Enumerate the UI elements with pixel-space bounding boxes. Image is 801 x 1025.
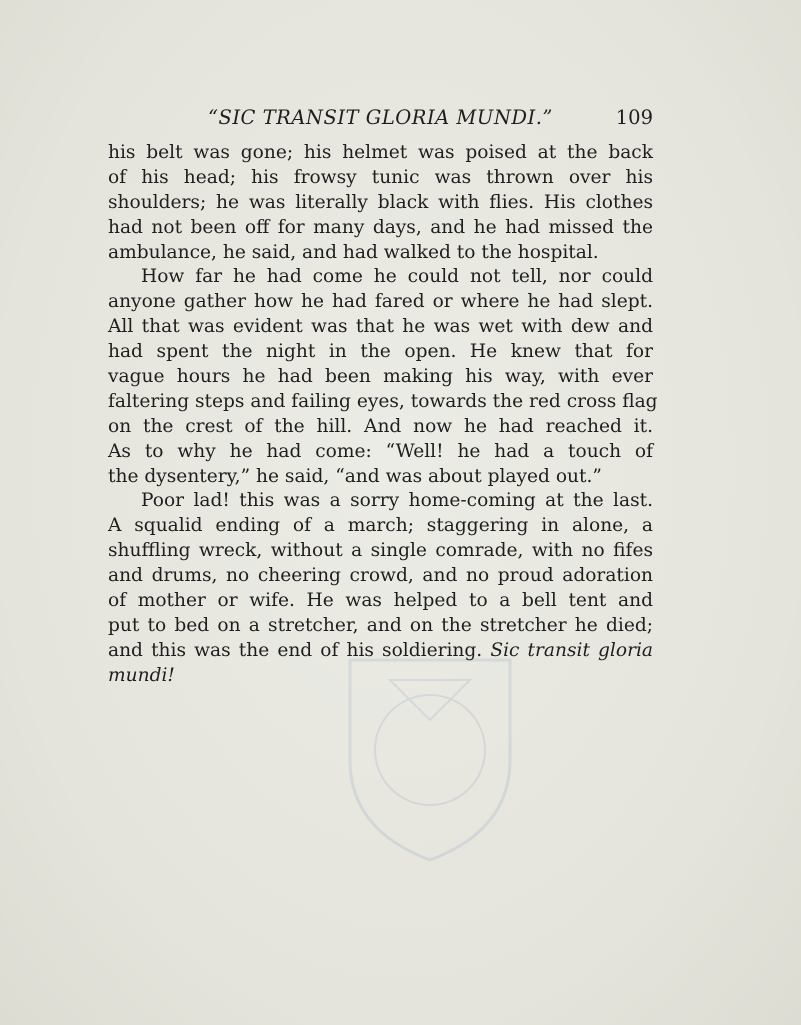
text-line: Poor lad! this was a sorry home-coming at the last.	[141, 490, 653, 512]
text-line: anyone gather how he had fared or where he had slept.	[108, 291, 653, 313]
closing-italic-text: Sic transit gloria	[490, 639, 653, 661]
page-number: 109	[615, 106, 653, 129]
closing-plain-text: and this was the end of his soldiering.	[108, 639, 483, 661]
closing-italic-end: mundi!	[108, 664, 175, 686]
text-line: of mother or wife. He was helped to a bell tent and	[108, 590, 653, 612]
text-line: on the crest of the hill. And now he had reached it.	[108, 415, 653, 437]
text-line: the dysentery,” he said, “and was about played out.”	[108, 465, 602, 487]
text-line: his belt was gone; his helmet was poised at the back	[108, 142, 653, 163]
text-line: As to why he had come: “Well! he had a touch of	[108, 440, 653, 462]
text-line: faltering steps and failing eyes, towards the red cross flag	[108, 390, 658, 412]
text-line: put to bed on a stretcher, and on the stretcher he died;	[108, 614, 653, 636]
text-line	[108, 639, 653, 664]
text-line: shoulders; he was literally black with flies. His clothes	[108, 191, 653, 213]
body-text	[108, 141, 658, 689]
running-head-title: “SIC TRANSIT GLORIA MUNDI.”	[208, 106, 553, 129]
text-line: of his head; his frowsy tunic was thrown over his	[108, 166, 653, 188]
text-line: ambulance, he said, and had walked to the hospital.	[108, 241, 599, 263]
text-line: vague hours he had been making his way, with ever	[108, 366, 653, 388]
text-line: How far he had come he could not tell, nor could	[141, 266, 653, 288]
text-line: shuffling wreck, without a single comrade, with no fifes	[108, 540, 653, 562]
text-line: All that was evident was that he was wet with dew and	[108, 316, 653, 338]
text-line: and drums, no cheering crowd, and no proud adoration	[108, 565, 653, 587]
text-line: had not been off for many days, and he had missed the	[108, 216, 653, 238]
text-line: had spent the night in the open. He knew that for	[108, 341, 653, 363]
running-head	[108, 106, 653, 136]
text-line: A squalid ending of a march; staggering in alone, a	[108, 515, 653, 537]
